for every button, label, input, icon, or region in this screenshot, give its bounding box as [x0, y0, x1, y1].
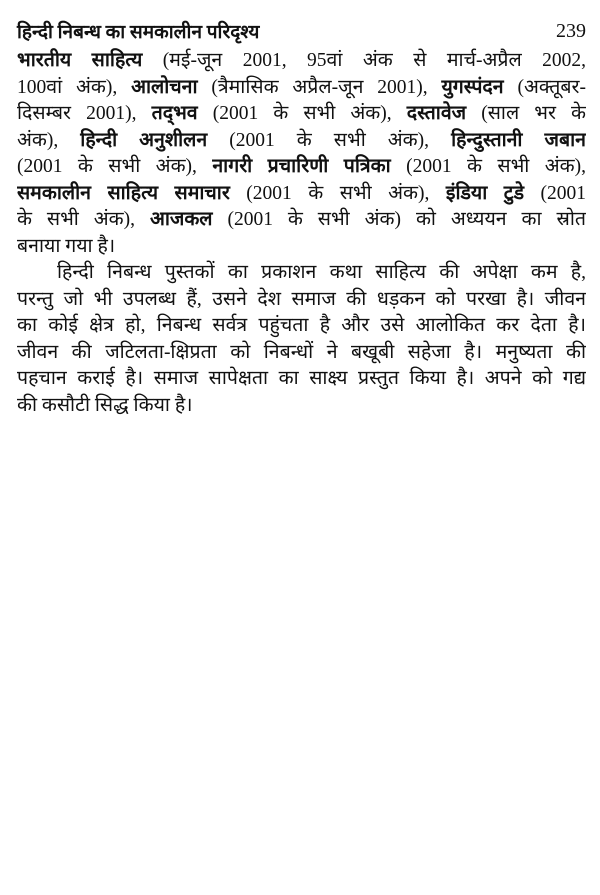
text-segment: (2001 के सभी अंक),	[197, 103, 407, 124]
paragraph	[17, 260, 586, 419]
text-line	[17, 234, 586, 261]
journal-name: युगस्पंदन	[441, 76, 504, 98]
text-segment: (अक्तूबर-	[503, 76, 586, 98]
text-line	[17, 48, 586, 75]
text-segment: का कोई क्षेत्र हो, निबन्ध सर्वत्र पहुंचता है और उसे आलोकित कर देता है।	[17, 315, 586, 336]
text-line	[17, 313, 586, 340]
text-segment: दिसम्बर 2001),	[17, 103, 152, 124]
text-line	[17, 340, 586, 367]
text-segment: (2001 के सभी अंक) को अध्ययन का स्रोत	[212, 209, 586, 230]
journal-name: इंडिया टुडे	[445, 182, 525, 204]
journal-name: आलोचना	[131, 76, 198, 98]
text-line	[17, 75, 586, 102]
text-segment: 100वां अंक),	[17, 76, 132, 98]
journal-name: हिन्दुस्तानी जबान	[451, 129, 586, 151]
text-line	[17, 154, 586, 181]
journal-name: हिन्दी अनुशीलन	[80, 129, 208, 151]
text-segment: (2001 के सभी अंक),	[390, 156, 586, 177]
text-line	[17, 101, 586, 128]
text-segment: हिन्दी निबन्ध पुस्तकों का प्रकाशन कथा साहित्य की अपेक्षा कम है,	[57, 262, 586, 283]
running-header	[17, 16, 586, 46]
text-segment: जीवन की जटिलता-क्षिप्रता को निबन्धों ने बखूबी सहेजा है। मनुष्यता की	[17, 341, 586, 363]
text-segment: (मई-जून 2001, 95वां अंक से मार्च-अप्रैल 2002,	[142, 50, 586, 71]
journal-name: आजकल	[149, 209, 213, 230]
text-segment: के सभी अंक),	[17, 209, 150, 230]
text-line	[17, 366, 586, 393]
text-line	[17, 393, 586, 420]
journal-name: नागरी प्रचारिणी पत्रिका	[212, 156, 391, 177]
journal-name: दस्तावेज	[406, 103, 467, 124]
text-segment: (2001 के सभी अंक),	[229, 182, 446, 204]
text-segment: पहचान कराई है। समाज सापेक्षता का साक्ष्य प्रस्तुत किया है। अपने को गद्य	[17, 368, 586, 389]
journal-name: समकालीन साहित्य समाचार	[17, 182, 230, 204]
text-segment: अंक),	[17, 129, 81, 151]
text-line	[17, 260, 586, 287]
text-segment: (2001 के सभी अंक),	[207, 129, 452, 151]
page-body	[17, 48, 586, 419]
page-number: 239	[556, 19, 586, 42]
text-segment: (साल भर के	[466, 103, 586, 124]
text-segment: (2001	[524, 182, 586, 204]
text-line	[17, 207, 586, 234]
text-line	[17, 128, 586, 155]
text-segment: बनाया गया है।	[17, 235, 116, 257]
running-title: हिन्दी निबन्ध का समकालीन परिदृश्य	[17, 22, 260, 43]
text-line	[17, 181, 586, 208]
journal-name: भारतीय साहित्य	[17, 50, 143, 71]
text-segment: परन्तु जो भी उपलब्ध हैं, उसने देश समाज की धड़कन को परखा है। जीवन	[17, 288, 586, 310]
text-segment: (त्रैमासिक अप्रैल-जून 2001),	[197, 76, 442, 98]
journal-name: तद्‌भव	[151, 103, 198, 124]
text-line	[17, 287, 586, 314]
text-segment: (2001 के सभी अंक),	[17, 156, 213, 177]
paragraph	[17, 48, 586, 260]
text-segment: की कसौटी सिद्ध किया है।	[17, 394, 193, 416]
